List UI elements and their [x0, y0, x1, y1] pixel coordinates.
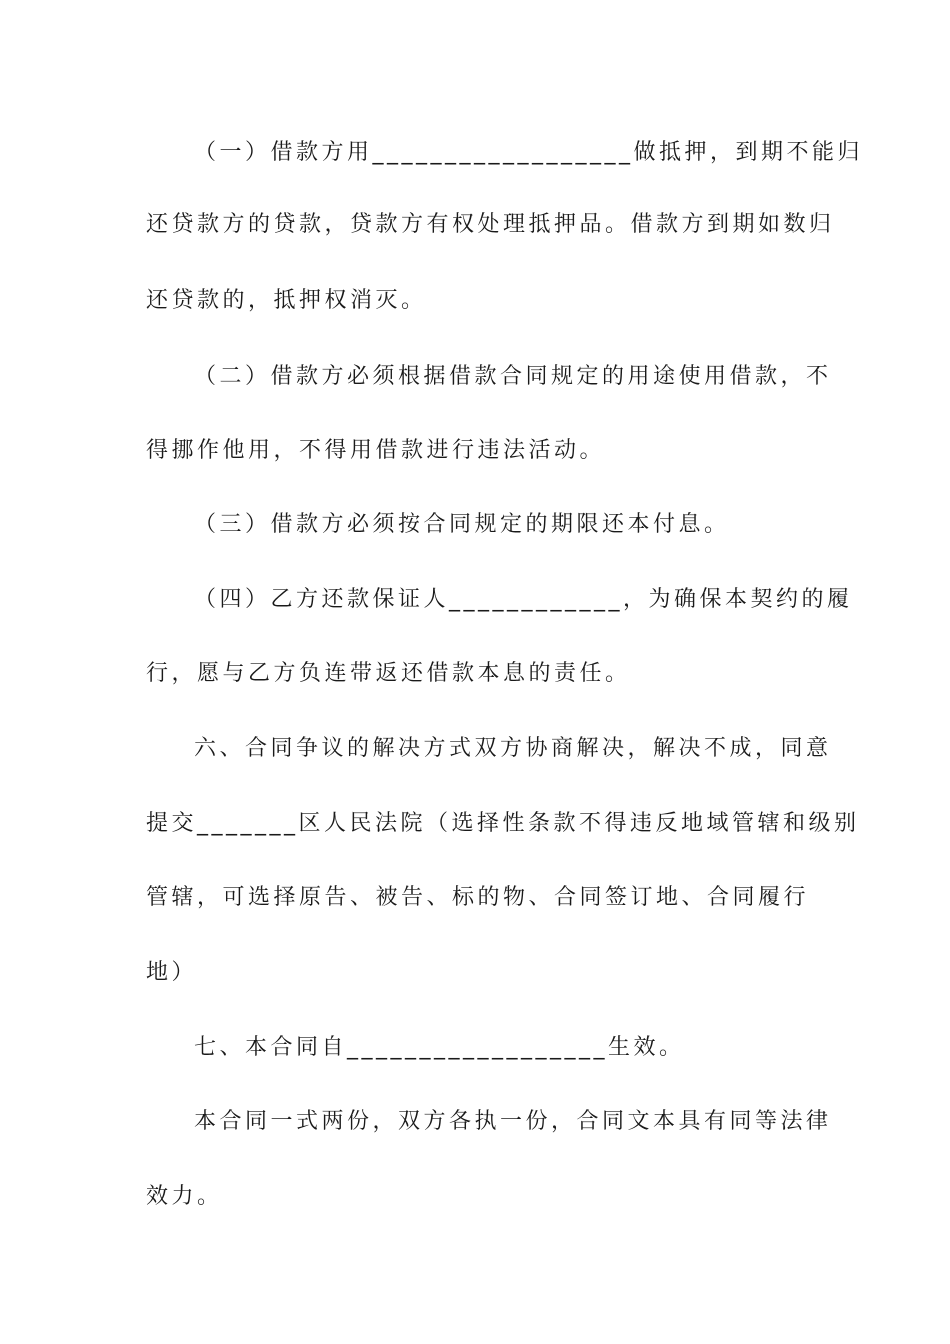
paragraph-5-line-3: 管辖，可选择原告、被告、标的物、合同签订地、合同履行	[146, 885, 810, 910]
paragraph-5-line-4: 地）	[146, 960, 198, 985]
paragraph-7-line-2: 效力。	[146, 1184, 223, 1209]
paragraph-5-line-1: 六、合同争议的解决方式双方协商解决，解决不成，同意	[194, 736, 832, 761]
paragraph-4-line-2: 行，愿与乙方负连带返还借款本息的责任。	[146, 661, 631, 686]
paragraph-4-line-1: （四）乙方还款保证人____________，为确保本契约的履	[194, 587, 853, 612]
paragraph-1-line-1: （一）借款方用__________________做抵押，到期不能归	[194, 140, 864, 165]
paragraph-6-line-1: 七、本合同自__________________生效。	[194, 1035, 685, 1060]
paragraph-5-line-2: 提交_______区人民法院（选择性条款不得违反地域管辖和级别	[146, 811, 860, 836]
paragraph-2-line-1: （二）借款方必须根据借款合同规定的用途使用借款，不	[194, 364, 832, 389]
paragraph-1-line-2: 还贷款方的贷款，贷款方有权处理抵押品。借款方到期如数归	[146, 212, 835, 237]
paragraph-2-line-2: 得挪作他用，不得用借款进行违法活动。	[146, 438, 606, 463]
paragraph-3-line-1: （三）借款方必须按合同规定的期限还本付息。	[194, 512, 730, 537]
paragraph-1-line-3: 还贷款的，抵押权消灭。	[146, 288, 427, 313]
paragraph-7-line-1: 本合同一式两份，双方各执一份，合同文本具有同等法律	[194, 1109, 832, 1134]
